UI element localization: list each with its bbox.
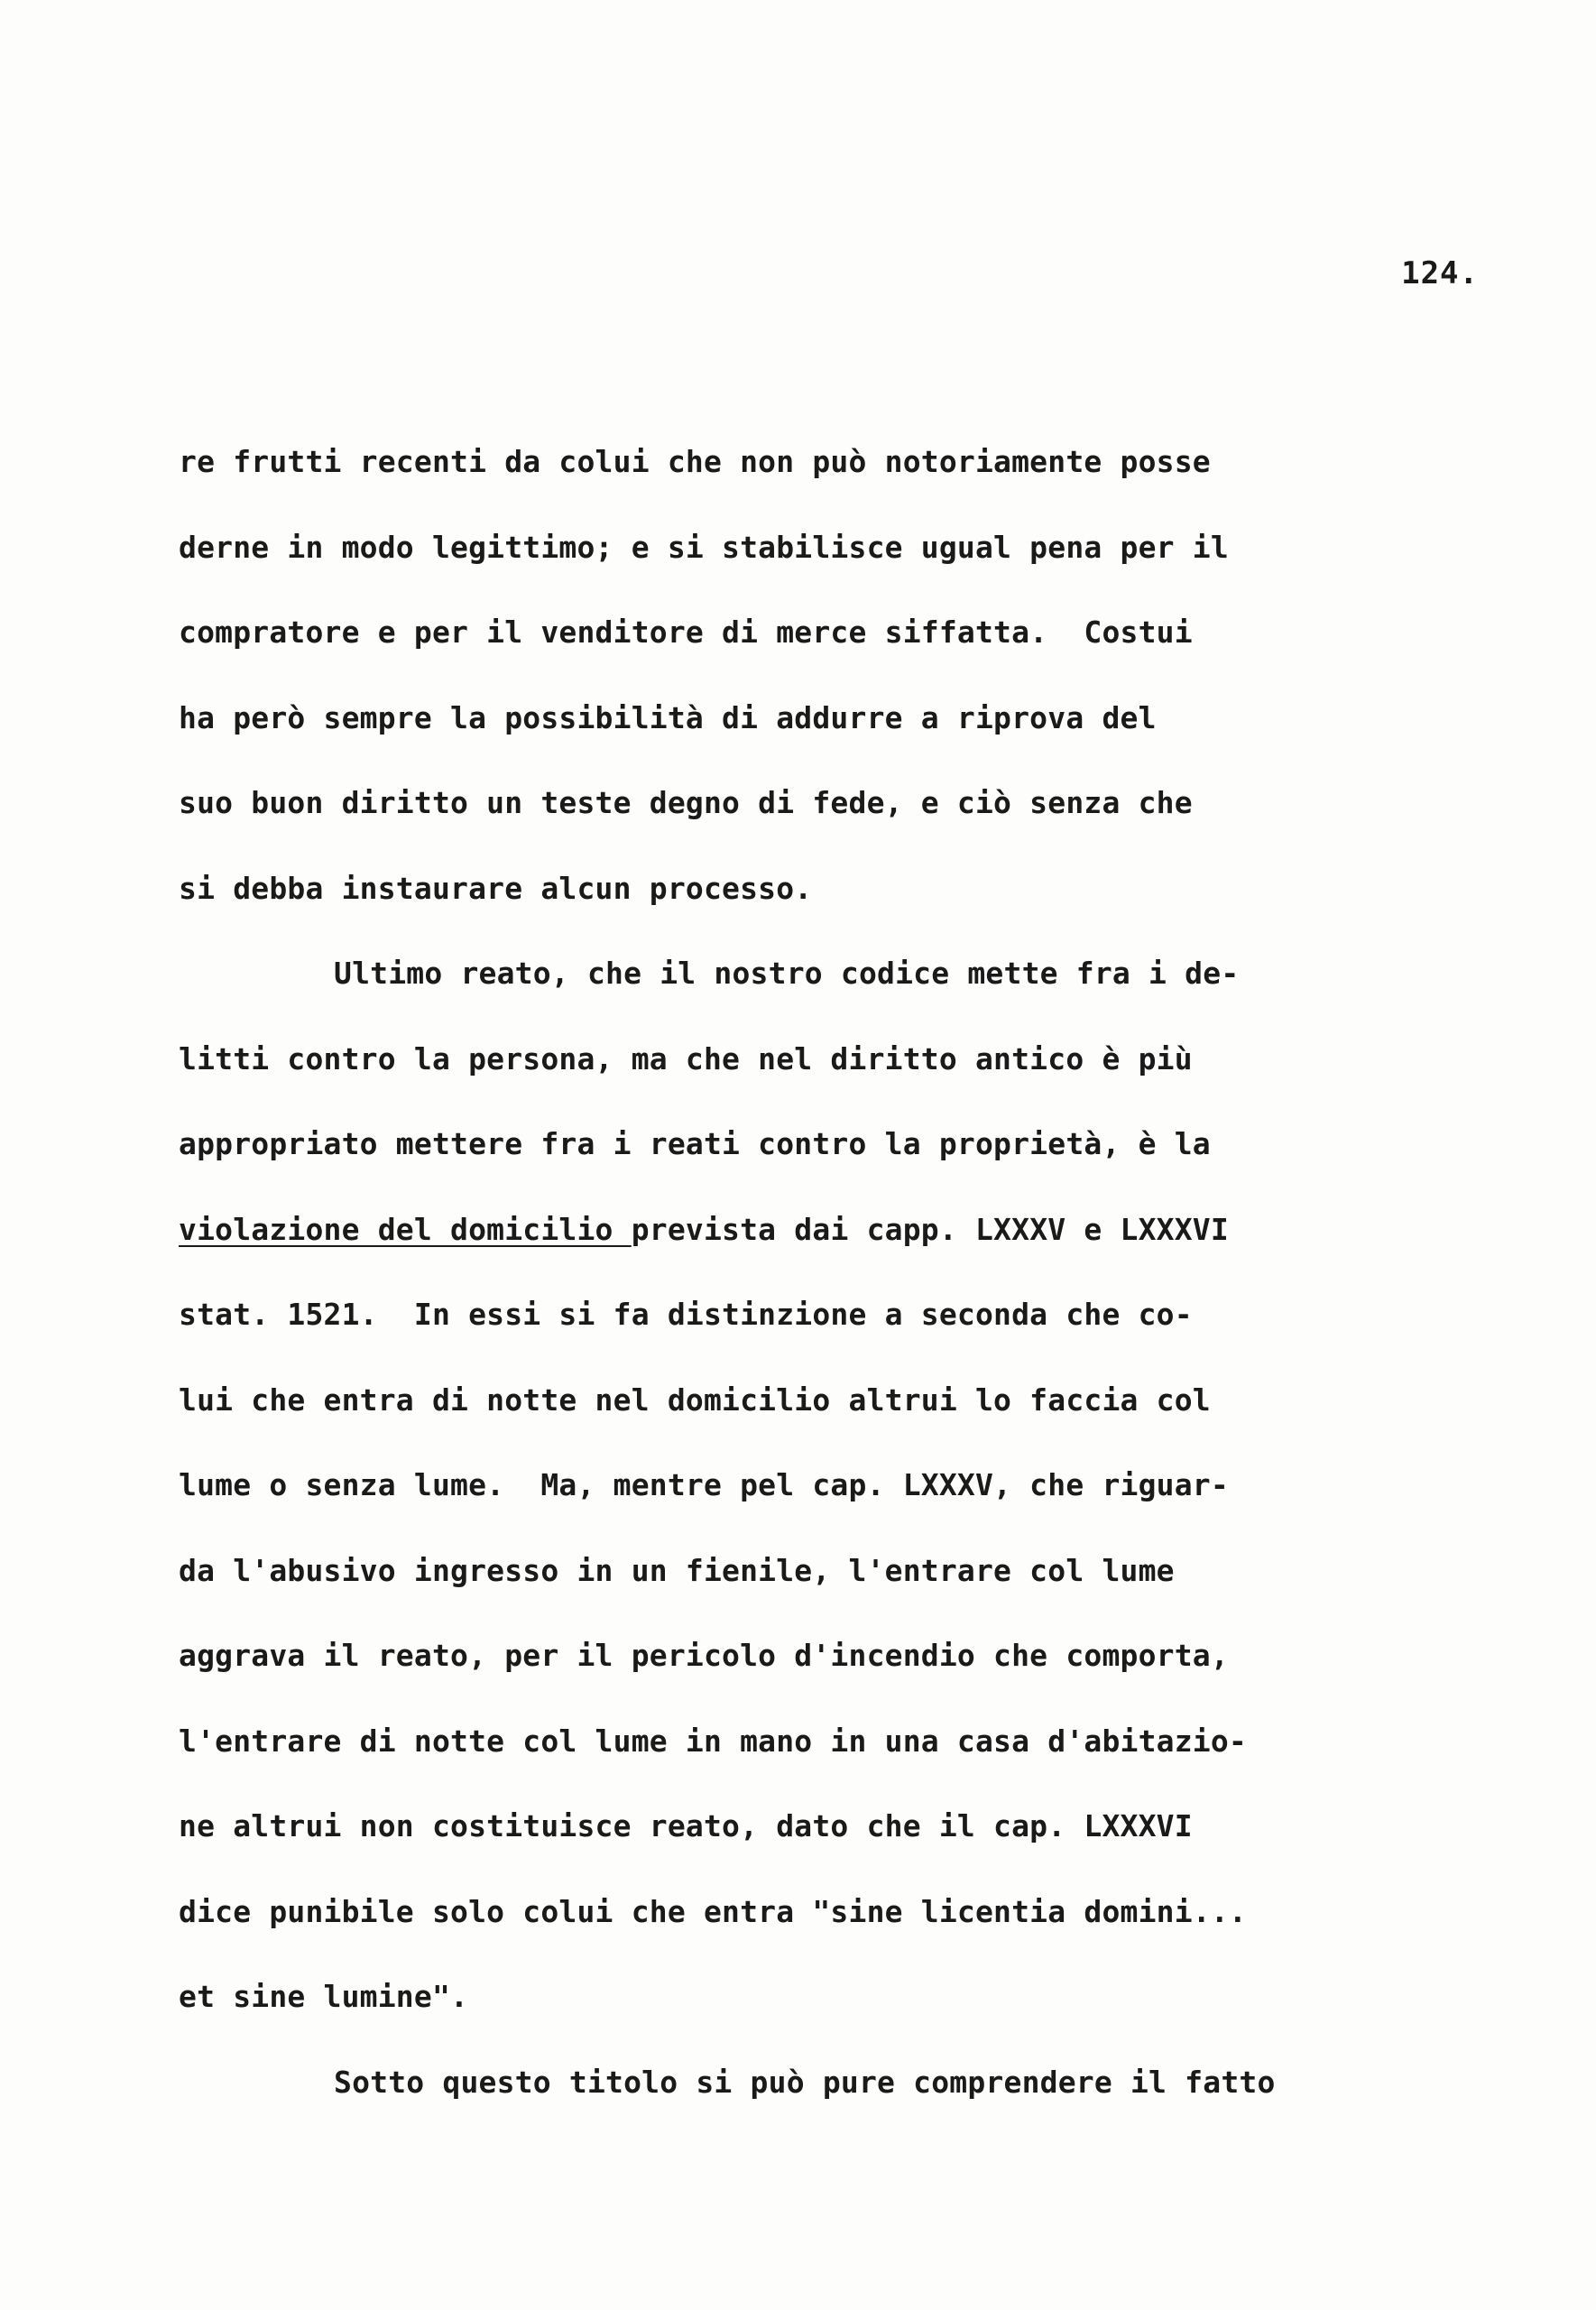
text-line: litti contro la persona, ma che nel diritto antico è più [179,1040,1193,1076]
text-line: ha però sempre la possibilità di addurre a riprova del [179,699,1157,735]
text-line: lui che entra di notte nel domicilio altrui lo faccia col [179,1381,1211,1418]
text-line: lume o senza lume. Ma, mentre pel cap. LXXXV, che riguar- [179,1467,1229,1502]
text-line: dice punibile solo colui che entra "sine licentia domini... [179,1893,1247,1929]
text-line: appropriato mettere fra i reati contro la proprietà, è la [179,1126,1211,1161]
text-line: derne in modo legittimo; e si stabilisce ugual pena per il [179,529,1229,565]
text-line: l'entrare di notte col lume in mano in una casa d'abitazio- [179,1723,1247,1759]
text-line: compratore e per il venditore di merce siffatta. Costui [179,614,1193,650]
paragraph-start-line: Ultimo reato, che il nostro codice mette fra i de- [334,956,1240,991]
page-number: 124. [1401,255,1479,291]
text-line-rest: prevista dai capp. LXXXV e LXXXVI [631,1211,1229,1247]
body-text [179,420,1487,2125]
text-line: suo buon diritto un teste degno di fede, e ciò senza che [179,785,1193,820]
underlined-term: violazione del domicilio [179,1211,632,1247]
text-line: si debba instaurare alcun processo. [179,870,813,906]
text-line: et sine lumine". [179,1979,469,2014]
text-line-with-underline [179,1187,1487,1273]
text-line: aggrava il reato, per il pericolo d'incendio che comporta, [179,1638,1229,1673]
text-line: da l'abusivo ingresso in un fienile, l'entrare col lume [179,1552,1175,1588]
text-line: ne altrui non costituisce reato, dato che il cap. LXXXVI [179,1808,1193,1843]
text-line: stat. 1521. In essi si fa distinzione a seconda che co- [179,1297,1193,1332]
text-line: re frutti recenti da colui che non può notoriamente posse [179,444,1211,479]
paragraph-start-line: Sotto questo titolo si può pure comprendere il fatto [334,2064,1276,2100]
